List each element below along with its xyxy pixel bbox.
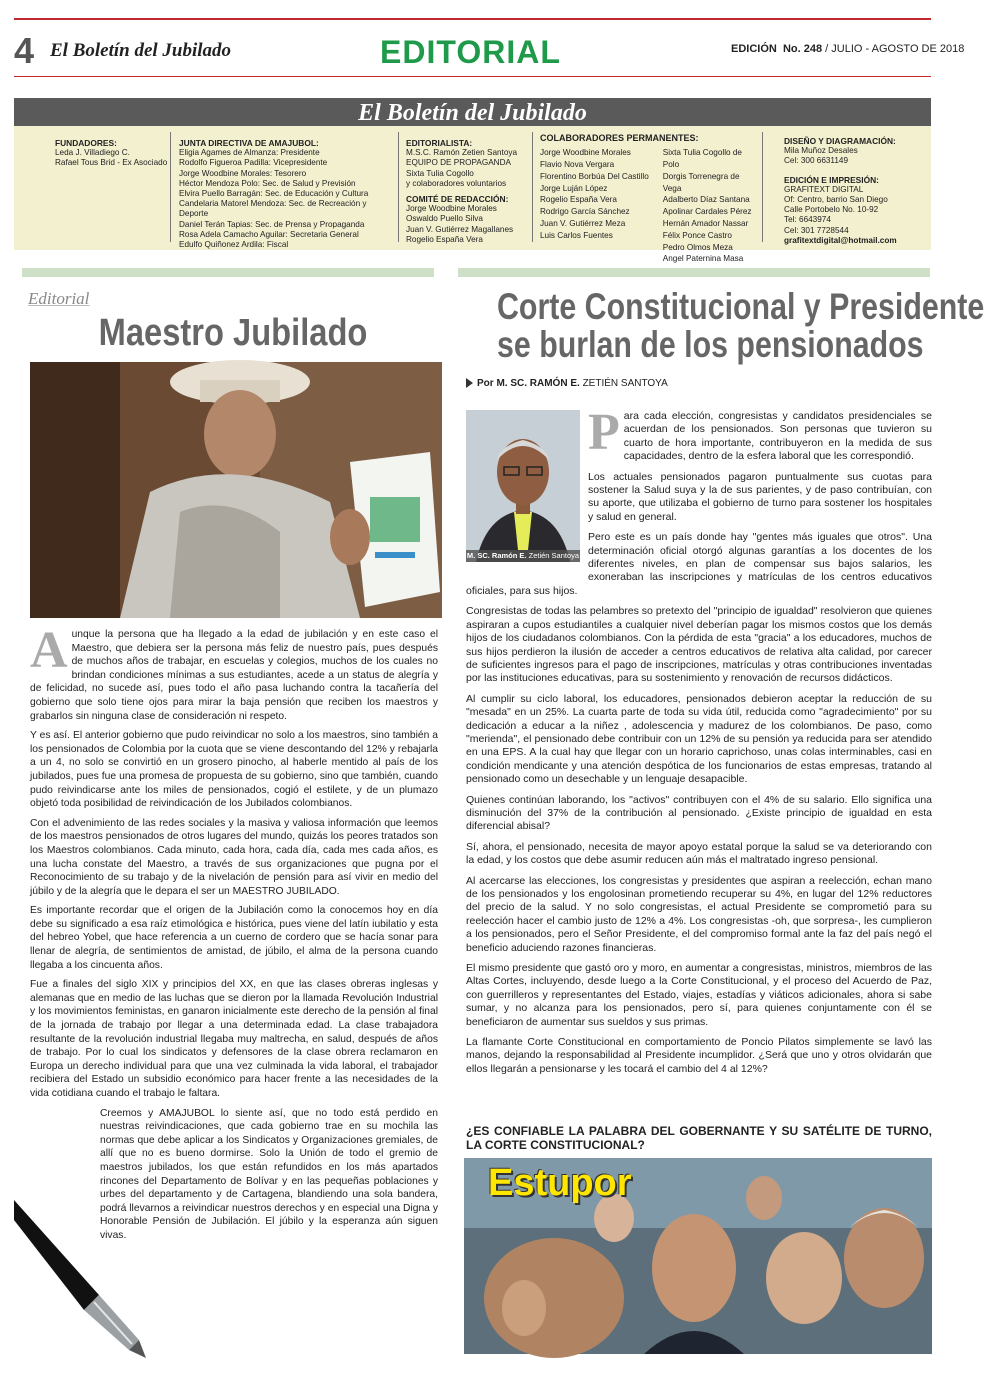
paragraph: Quienes continúan laborando, los "activos" contribuyen con el 4% de su salario. Ello significa una disminución del 37% de la contribución al pensionado. ¿Existe principio de igualdad en esta diferencial abisal? — [466, 793, 932, 833]
junta-line: Candelaria Matorel Mendoza: Sec. de Recreación y Deporte — [179, 199, 367, 219]
paragraph: Pero este es un país donde hay "gentes más iguales que otros". Una determinación oficial otorgó algunas garantías a los docentes de los diferentes niveles, en plan de compensar sus bajos salarios, les exoneraban las inscripciones y matrículas de los centros educativos oficiales, para sus hijos. — [466, 531, 932, 597]
edition-label: EDICIÓN — [731, 43, 777, 55]
paragraph: Al cumplir su ciclo laboral, los educadores, pensionados debieron aceptar la reducción de su "mesada" en un 25%. La cuarta parte de toda su vida útil, reducida como "agradecimiento" por su dedicación a educar a la niñez , adolescencia y madurez de los colombianos. De paso, como "merienda", el pensionado debe contribuir con un 12% de su pensión ya reducida para ser atendido en una EPS. A la cual hay que llegar con un horario caprichoso, unas colas interminables, casi en condición mendicante y una atención despótica de los funcionarios de estas empresas, tratando al pensionado como un desechable y un lenguaje desapacible. — [466, 692, 932, 786]
masthead-fundadores — [55, 138, 170, 169]
header-rule — [14, 76, 931, 77]
colaborador-line: Apolinar Cardales Pérez — [662, 207, 752, 217]
paragraph: Es importante recordar que el origen de la Jubilación como la conocemos hoy en día debe su significado a esa raíz etimológica e histórica, pues viene del latín iubilatio y esta del hebreo Yobel, que hace referencia a un cuerno de cordero que se hacía sonar para llenar de alegría, de sentimientos de amistad, de júbilo, el alma de la persona cuando llegaba a los cincuenta años. — [30, 905, 438, 971]
editorialista-line: Sixta Tulia Cogollo — [406, 168, 474, 178]
comite-heading: COMITÉ DE REDACCIÓN: — [406, 194, 509, 205]
title-line: Corte Constitucional y Presidente — [497, 286, 984, 327]
junta-line: Daniel Terán Tapias: Sec. de Prensa y Propaganda — [179, 219, 365, 229]
colaboradores-heading: COLABORADORES PERMANENTES: — [540, 133, 699, 143]
editorialista-line: y colaboradores voluntarios — [406, 178, 507, 188]
title-line: se burlan de los pensionados — [497, 324, 924, 365]
impresion-line: GRAFITEXT DIGITAL — [784, 184, 864, 194]
comite-line: Rogelio España Vera — [406, 234, 483, 244]
diseno-line: Cel: 300 6631149 — [784, 156, 849, 166]
right-article-title — [454, 286, 984, 365]
colaborador-line: Angel Paternina Masa — [662, 254, 744, 264]
colaborador-line: Hernán Amador Nassar — [662, 218, 749, 228]
editorialista-line: EQUIPO DE PROPAGANDA — [406, 158, 511, 168]
editorialista-line: M.S.C. Ramón Zetien Santoya — [406, 148, 518, 158]
junta-line: Rodolfo Figueroa Padilla: Vicepresidente — [179, 158, 328, 168]
junta-line: Edulfo Quiñonez Ardila: Fiscal — [179, 240, 289, 250]
article-kicker: Editorial — [28, 289, 90, 308]
colaborador-line: Juan V. Gutiérrez Meza — [540, 218, 626, 228]
byline-name: ZETIÉN SANTOYA — [582, 378, 668, 389]
paragraph: unque la persona que ha llegado a la edad de jubilación y en este caso el Maestro, que debiera ser la persona más feliz de nuestro país, pues después de muchos años de trabajar, en escuelas y colegios, muchos de los cuales no brindan condiciones mínimas a sus estudiantes, acede a un status de alegría y de felicidad, no sucede así, pues todo el año pasa luchando contra la tacañería del gobierno que solo tiene ojos para mirar la baja pensión que reciben los maestros y grabarlos sin ninguna clase de consideración ni respeto. — [30, 629, 438, 722]
caption-bold: M. SC. Ramón E. — [466, 551, 527, 560]
right-article-body — [466, 404, 932, 1116]
paragraph: El mismo presidente que gastó oro y moro, en aumentar a congresistas, ministros, miembros de las Altas Cortes, incluyendo, desde luego a la Corte Constitucional, y el proceso del Acuerdo de Paz, con guerrilleros y representantes del Estado, viajes, estadías y viáticos adicionales, ahora si sabe sumar, y no alcanza para los pensionados, pero sí, para quienes conjuntamente con él se beneficiaron de aumentar sus sueldos y sus primas. — [466, 962, 932, 1028]
comite-line: Juan V. Gutiérrez Magallanes — [406, 224, 514, 234]
junta-line: Jorge Woodbine Morales: Tesorero — [179, 168, 307, 178]
page-number: 4 — [14, 30, 35, 71]
colaborador-line: Rodrigo García Sánchez — [540, 207, 630, 217]
colaborador-line: Jorge Woodbine Morales — [540, 148, 631, 158]
junta-line: Rosa Adela Camacho Aguilar: Secretaria General — [179, 229, 359, 239]
paragraph: La flamante Corte Constitucional en comportamiento de Poncio Pilatos simplemente se lavó las manos, dejando la responsabilidad al Presidente incumplidor. ¿Será que uno y otros olvidarán que ellos llegarán a pensionarse y les tocará el cambio del 4 al 12%? — [466, 1036, 932, 1075]
left-article-title: Maestro Jubilado — [98, 312, 368, 354]
paragraph: Con el advenimiento de las redes sociales y la masiva y valiosa información que leemos de los maestros pensionados de otros lugares del mundo, quizás los peores tratados son los Maestros colombianos. Cada minuto, cada hora, cada día, cada mes cada años, es una lucha constate del Maestro, a través de sus organizaciones que pugna por el Reconocimiento de su trabajo y de la nivelación de pensión para así vivir en medio del júbilo y de la alegría que le depara el ser un MAESTRO JUBILADO. — [30, 817, 438, 897]
publication-name: El Boletín del Jubilado — [50, 40, 232, 61]
elderly-man-reading-photo — [30, 362, 442, 618]
colaborador-line: Rogelio España Vera — [540, 195, 617, 205]
masthead-junta — [179, 138, 394, 250]
dropcap: P — [588, 404, 620, 461]
colaborador-line: Adalberto Díaz Santana — [662, 195, 750, 205]
fundador-line: Leda J. Villadiego C. — [55, 148, 130, 158]
pen-icon — [14, 1200, 154, 1360]
masthead-editorialista — [406, 138, 531, 245]
diseno-heading: DISEÑO Y DIAGRAMACIÓN: — [784, 136, 896, 146]
comite-line: Oswaldo Puello Silva — [406, 214, 483, 224]
paragraph: Sí, ahora, el pensionado, necesita de mayor apoyo estatal porque la salud se va deteriorando con la edad, y los costos que debe asumir reducen aún más el maltratado ingreso pensional. — [466, 840, 932, 867]
junta-line: Héctor Mendoza Polo: Sec. de Salud y Previsión — [179, 178, 356, 188]
byline-prefix: Por M. SC. RAMÓN E. — [477, 378, 580, 389]
top-rule — [14, 18, 931, 20]
masthead-divider — [532, 132, 533, 242]
colaborador-line: Flavio Nova Vergara — [540, 160, 615, 169]
byline — [466, 378, 668, 389]
editorialista-heading: EDITORIALISTA: — [406, 138, 473, 148]
impresion-heading: EDICIÓN E IMPRESIÓN: — [784, 174, 879, 185]
colaborador-line: Sixta Tulia Cogollo de Polo — [662, 148, 742, 169]
impresion-line: Calle Portobelo No. 10-92 — [784, 205, 879, 215]
diseno-line: Mila Muñoz Desales — [784, 146, 858, 156]
caption-rest: Zetién Santoya — [528, 551, 580, 560]
impresion-line: Tel: 6643974 — [784, 215, 831, 225]
colaborador-line: Félix Ponce Castro — [662, 230, 732, 240]
masthead-divider — [762, 132, 763, 242]
paragraph: Y es así. El anterior gobierno que pudo reivindicar no solo a los maestros, sino también a los pensionados de Colombia por la cuota que se viene descontando del 12% y rebajarla a un 4, no solo se convirtió en un grosero pinocho, al haberle mentido al país de los jubilados, pues fue una promesa de propuesta de su gobierno, sino que también, cuando pudo reivindicarse ante los miles de pensionados, cogió el estilete, y de un plumazo objetó toda posibilidad de reivindicación de los Jubilados colombianos. — [30, 730, 438, 810]
colaborador-line: Jorge Luján López — [540, 183, 608, 193]
colaborador-line: Luis Carlos Fuentes — [540, 230, 613, 240]
fountain-pen-illustration — [14, 1200, 154, 1360]
dropcap: A — [30, 622, 68, 679]
fundador-line: Rafael Tous Brid - Ex Asociado — [55, 158, 168, 168]
masthead-colaboradores — [540, 133, 760, 265]
portrait-spacer — [466, 410, 588, 574]
colaborador-line: Pedro Olmos Meza — [662, 242, 733, 252]
paragraph: Los actuales pensionados pagaron puntualmente sus cuotas para sostener la Salud suya y la de sus parientes, y de paso contribuían, con su aporte, que utilizaba el gobierno de turno para sostener los hospitales y salud en general. — [588, 470, 932, 523]
paragraph: Congresistas de todas las pelambres so pretexto del "principio de igualdad" resolvieron que quienes aspiraran a cupos estudiantiles a cualquier nivel deberían pagar los mismos costos que los demás hijos de los ciudadanos colombianos. Con la pérdida de esta "gracia" a los educadores, muchos de sus hijos perdieron la ilusión de acceder a centros educativos de relativa alta calidad, por carecer de suficientes ingresos para el pago de inscripciones, matrículas y otras contribuciones inventadas por las instituciones educativas, para su sostenimiento y renovación de recursos didácticos. — [466, 605, 932, 685]
colaborador-line: Florentino Borbúa Del Castillo — [540, 171, 649, 181]
paragraph: Creemos y AMAJUBOL lo siente así, que no todo está perdido en nuestras reivindicaciones, que cada gobierno trae en su mochila las normas que debe aplicar a los Sindicatos y Organizaciones gremiales, de allí que no es bueno dormirse. Solo la Unión de todo el gremio de maestros jubilados, los que están refundidos en los más apartados rincones del Departamento de Bolívar y en las pequeñas poblaciones y urbes del departamento y de Cartagena, blandiendo una sola bandera, podrá llevarnos a reivindicar nuestros derechos y en especial una Digna y Honorable Pensión de Jubilación. El júbilo y la esperanza aún siguen vivas. — [100, 1107, 438, 1241]
masthead-title: El Boletín del Jubilado — [358, 100, 587, 126]
paragraph: Fue a finales del siglo XIX y principios del XX, en que las clases obreras inglesas y alemanas que en medio de las luchas que se dieron por la llamada Revolución Industrial y los movimientos feministas, en ganaron inicialmente este derecho de la pensión al final de la jornada de trabajo por llegar a una determinada edad. La clase trabajadora resultante de la revolución industrial llegaba muy maltrecha, en salud, después de años de trabajo. Por lo cual los sindicatos y defensores de la clase obrera reclamaron en Europa un derecho individual para que una vez culminada la vida laboral, el trabajador recibiera del Estado un subsidio económico para hacer frente a las necesidades de la vida cotidiana cuando el trabajo le faltara. — [30, 979, 438, 1099]
paragraph: Al acercarse las elecciones, los congresistas y presidentes que aspiran a reelección, echan mano de los pensionados y los engolosinan prometiendo recuperar su 4%, en lugar del 12% reductores del precio de la salud. Y no solo congresistas, el actual Presidente se comprometió para su reelección hacer el cambio justo de 12% a 4%. Los congresistas -oh, que sorpresa-, les cumplieron a los pensionados, pero el Señor Presidente, el del compromiso formal ante la faz del país negó el beneficio aduciendo razones financieras. — [466, 874, 932, 954]
impresion-line: Of: Centro, barrio San Diego — [784, 195, 888, 205]
masthead-divider — [170, 132, 171, 242]
paragraph: ara cada elección, congresistas y candidatos presidenciales se acuerdan de los pensionados. Son personas que tuvieron su cuarto de hora importante, contribuyeron en la medida de sus capacidades, dentro de la esfera laboral que les correspondió. — [623, 410, 932, 463]
triangle-icon — [466, 378, 473, 388]
photo-illustration — [30, 362, 442, 618]
edition-number: No. 248 — [782, 43, 823, 55]
junta-line: Eligia Agames de Almanza: Presidente — [179, 148, 320, 158]
comite-line: Jorge Woodbine Morales — [406, 204, 497, 214]
edition-info: EDICIÓN No. 248 / JULIO - AGOSTO DE 2018 — [731, 43, 965, 55]
masthead-diseno — [784, 136, 924, 246]
colaborador-line: Dorgis Torrenegra de Vega — [662, 171, 740, 193]
masthead-divider — [398, 132, 399, 242]
image-overlay-text: Estupor — [488, 1162, 632, 1204]
junta-line: Elvira Puello Barragán: Sec. de Educación y Cultura — [179, 189, 369, 199]
junta-heading: JUNTA DIRECTIVA DE AMAJUBOL: — [179, 138, 319, 148]
impresion-line: Cel: 301 7728544 — [784, 225, 849, 235]
right-column-top-bar — [458, 268, 930, 277]
fundadores-heading: FUNDADORES: — [55, 138, 117, 148]
impresion-email[interactable]: grafitextdigital@hotmail.com — [784, 235, 897, 245]
question-heading: ¿ES CONFIABLE LA PALABRA DEL GOBERNANTE Y SU SATÉLITE DE TURNO, LA CORTE CONSTITUCIONAL? — [466, 1124, 932, 1152]
left-column-top-bar — [22, 268, 434, 277]
section-title: EDITORIAL — [380, 34, 561, 70]
edition-date: JULIO - AGOSTO DE 2018 — [831, 43, 965, 55]
